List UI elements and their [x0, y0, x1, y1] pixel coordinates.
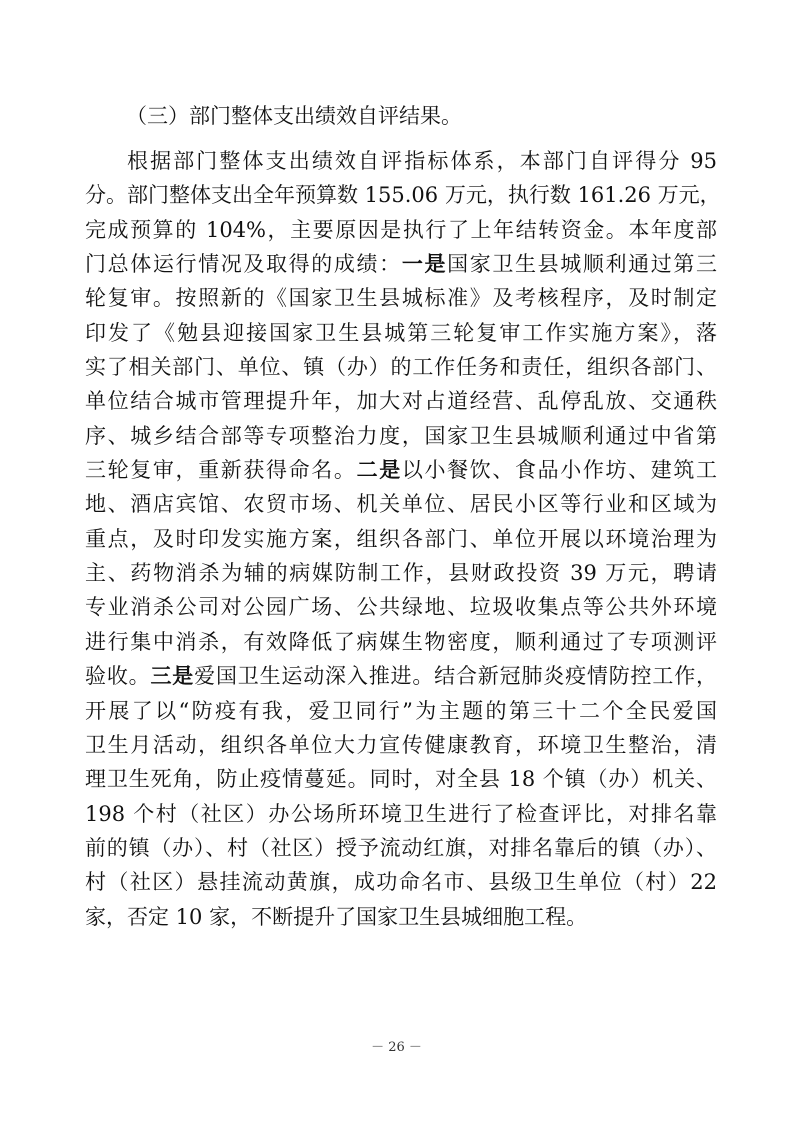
- line-text: 爱国卫生运动深入推进。结合新冠肺炎疫情防控工作，: [194, 664, 718, 689]
- line-text: 验收。: [85, 664, 151, 689]
- line-text: 实了相关部门、单位、镇（办）的工作任务和责任，组织各部门、: [85, 355, 717, 380]
- line-text: 理卫生死角，防止疫情蔓延。同时，对全县 18 个镇（办）机关、: [85, 767, 717, 792]
- paragraph-line: [85, 900, 717, 934]
- line-text: 分。部门整体支出全年预算数 155.06 万元，执行数 161.26 万元，: [85, 183, 721, 208]
- paragraph-line: [85, 694, 717, 728]
- paragraph-line: [85, 659, 717, 693]
- line-text: 卫生月活动，组织各单位大力宣传健康教育，环境卫生整治，清: [85, 732, 717, 757]
- paragraph-line: [85, 419, 717, 453]
- paragraph-line: [85, 797, 717, 831]
- paragraph-line: [85, 728, 717, 762]
- paragraph-line: [85, 625, 717, 659]
- paragraph-line: [85, 487, 717, 521]
- section-heading: （三）部门整体支出绩效自评结果。: [126, 104, 462, 128]
- paragraph-line: [85, 384, 717, 418]
- line-text: 单位结合城市管理提升年，加大对占道经营、乱停乱放、交通秩: [85, 389, 717, 414]
- line-text: 印发了《勉县迎接国家卫生县城第三轮复审工作实施方案》，落: [85, 320, 717, 345]
- paragraph-line: [85, 865, 717, 899]
- paragraph-line: [85, 590, 717, 624]
- paragraph-line: [85, 247, 717, 281]
- line-text: 进行集中消杀，有效降低了病媒生物密度，顺利通过了专项测评: [85, 629, 717, 654]
- line-text: 主、药物消杀为辅的病媒防制工作，县财政投资 39 万元，聘请: [85, 561, 717, 586]
- paragraph-line: [85, 556, 717, 590]
- line-text: 三轮复审，重新获得命名。: [85, 458, 357, 483]
- line-text: 根据部门整体支出绩效自评指标体系，本部门自评得分 95: [127, 149, 717, 173]
- line-text: 198 个村（社区）办公场所环境卫生进行了检查评比，对排名靠: [85, 801, 717, 826]
- line-text: 家，否定 10 家，不断提升了国家卫生县城细胞工程。: [85, 904, 588, 929]
- paragraph-line: [85, 522, 717, 556]
- line-text: 地、酒店宾馆、农贸市场、机关单位、居民小区等行业和区域为: [85, 492, 717, 517]
- emphasis-text: 一是: [401, 251, 448, 277]
- paragraph-line: [85, 213, 717, 247]
- paragraph-line: [85, 453, 717, 487]
- emphasis-text: 二是: [356, 457, 402, 483]
- line-text: 专业消杀公司对公园广场、公共绿地、垃圾收集点等公共外环境: [85, 595, 717, 620]
- paragraph-line: [85, 762, 717, 796]
- line-text: 国家卫生县城顺利通过第三: [447, 252, 718, 277]
- line-text: 完成预算的 104%，主要原因是执行了上年结转资金。本年度部: [85, 217, 717, 242]
- paragraph-line: [85, 350, 717, 384]
- paragraph-line: [85, 831, 717, 865]
- line-text: 前的镇（办）、村（社区）授予流动红旗，对排名靠后的镇（办）、: [85, 835, 717, 860]
- paragraph-line: [85, 281, 717, 315]
- emphasis-text: 三是: [150, 663, 195, 689]
- line-text: 序、城乡结合部等专项整治力度，国家卫生县城顺利通过中省第: [85, 423, 717, 448]
- paragraph-line: [85, 178, 721, 212]
- line-text: 开展了以“防疫有我，爱卫同行”为主题的第三十二个全民爱国: [85, 698, 717, 723]
- paragraph-line: [85, 316, 717, 350]
- line-text: 以小餐饮、食品小作坊、建筑工: [401, 458, 718, 483]
- line-text: 轮复审。按照新的《国家卫生县城标准》及考核程序，及时制定: [85, 286, 717, 311]
- body-paragraph: [85, 144, 721, 934]
- line-text: 重点，及时印发实施方案，组织各部门、单位开展以环境治理为: [85, 526, 717, 551]
- page-number: － 26 －: [371, 1040, 422, 1055]
- line-text: 村（社区）悬挂流动黄旗，成功命名市、县级卫生单位（村）22: [85, 870, 717, 895]
- paragraph-line: [85, 144, 717, 178]
- line-text: 门总体运行情况及取得的成绩：: [85, 252, 402, 277]
